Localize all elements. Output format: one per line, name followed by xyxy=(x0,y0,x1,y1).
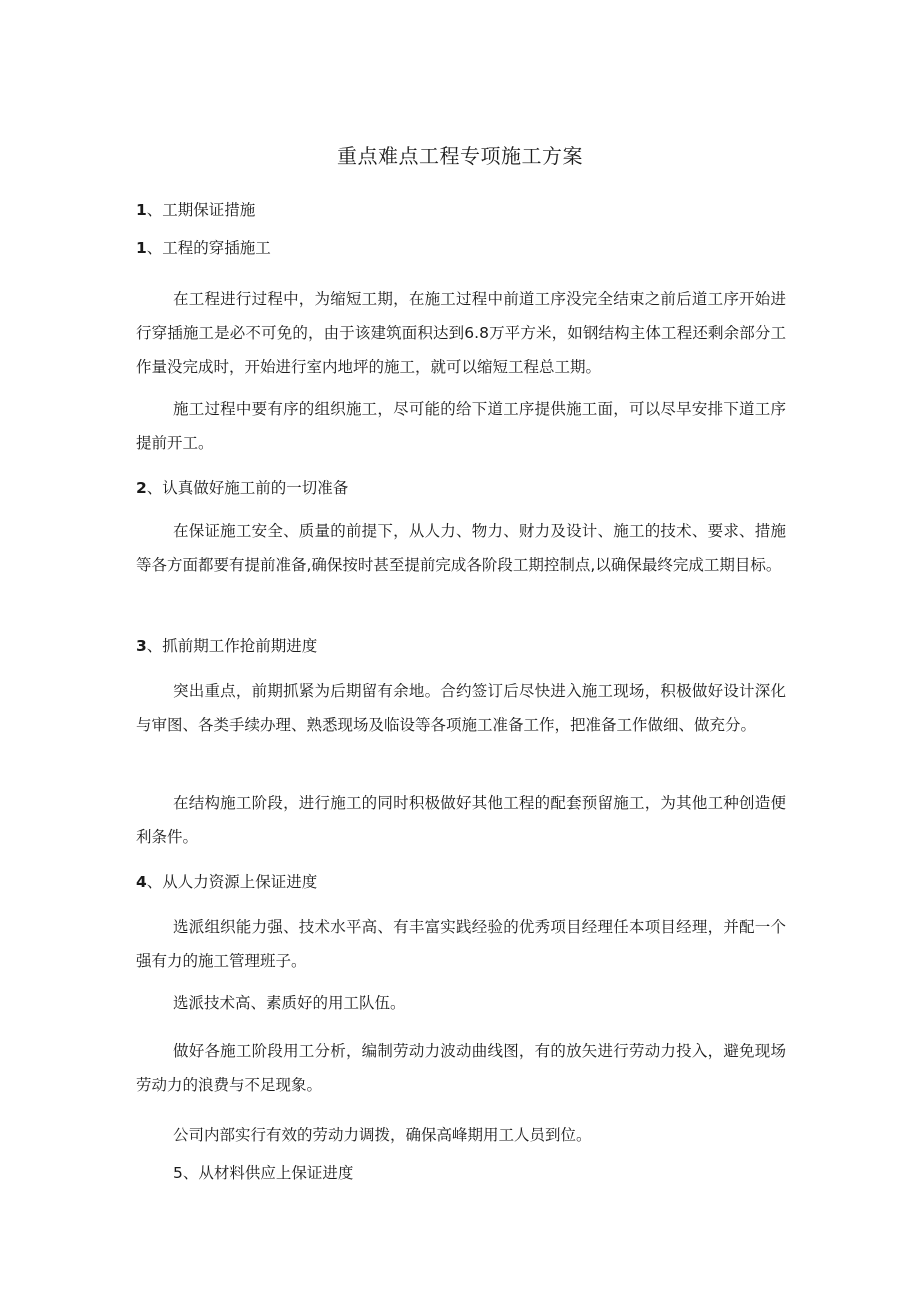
paragraph: 选派组织能力强、技术水平高、有丰富实践经验的优秀项目经理任本项目经理，并配一个强有力的施工管理班子。 xyxy=(136,918,786,970)
section-text: 、工期保证措施 xyxy=(146,201,256,219)
section-text: 、抓前期工作抢前期进度 xyxy=(146,637,318,655)
section-heading xyxy=(136,476,348,500)
section-heading xyxy=(136,236,271,260)
section-heading xyxy=(136,870,317,894)
paragraph: 做好各施工阶段用工分析，编制劳动力波动曲线图，有的放矢进行劳动力投入，避免现场劳动力的浪费与不足现象。 xyxy=(136,1042,786,1094)
paragraph: 5、从材料供应上保证进度 xyxy=(173,1164,354,1182)
section-number: 4 xyxy=(136,873,147,891)
section-text: 、工程的穿插施工 xyxy=(146,239,271,257)
section-number: 1 xyxy=(136,239,147,257)
paragraph: 突出重点，前期抓紧为后期留有余地。合约签订后尽快进入施工现场，积极做好设计深化与审图、各类手续办理、熟悉现场及临设等各项施工准备工作，把准备工作做细、做充分。 xyxy=(136,682,786,734)
section-text: 、认真做好施工前的一切准备 xyxy=(146,479,349,497)
paragraph: 在结构施工阶段，进行施工的同时积极做好其他工程的配套预留施工，为其他工种创造便利条件。 xyxy=(136,794,786,846)
paragraph: 公司内部实行有效的劳动力调拨，确保高峰期用工人员到位。 xyxy=(173,1126,592,1144)
section-number: 3 xyxy=(136,637,147,655)
section-heading xyxy=(136,198,255,222)
paragraph: 在工程进行过程中，为缩短工期，在施工过程中前道工序没完全结束之前后道工序开始进行穿插施工是必不可免的，由于该建筑面积达到6.8万平方米，如钢结构主体工程还剩余部分工作量没完成时，开始进行室内地坪的施工，就可以缩短工程总工期。 xyxy=(136,290,786,376)
section-heading xyxy=(136,634,317,658)
section-number: 1 xyxy=(136,201,147,219)
page-title: 重点难点工程专项施工方案 xyxy=(337,144,583,168)
section-text: 、从人力资源上保证进度 xyxy=(146,873,318,891)
paragraph: 在保证施工安全、质量的前提下，从人力、物力、财力及设计、施工的技术、要求、措施等各方面都要有提前准备,确保按时甚至提前完成各阶段工期控制点,以确保最终完成工期目标。 xyxy=(136,522,786,574)
paragraph: 施工过程中要有序的组织施工，尽可能的给下道工序提供施工面，可以尽早安排下道工序提前开工。 xyxy=(136,400,786,452)
paragraph: 选派技术高、素质好的用工队伍。 xyxy=(173,994,406,1012)
section-number: 2 xyxy=(136,479,147,497)
